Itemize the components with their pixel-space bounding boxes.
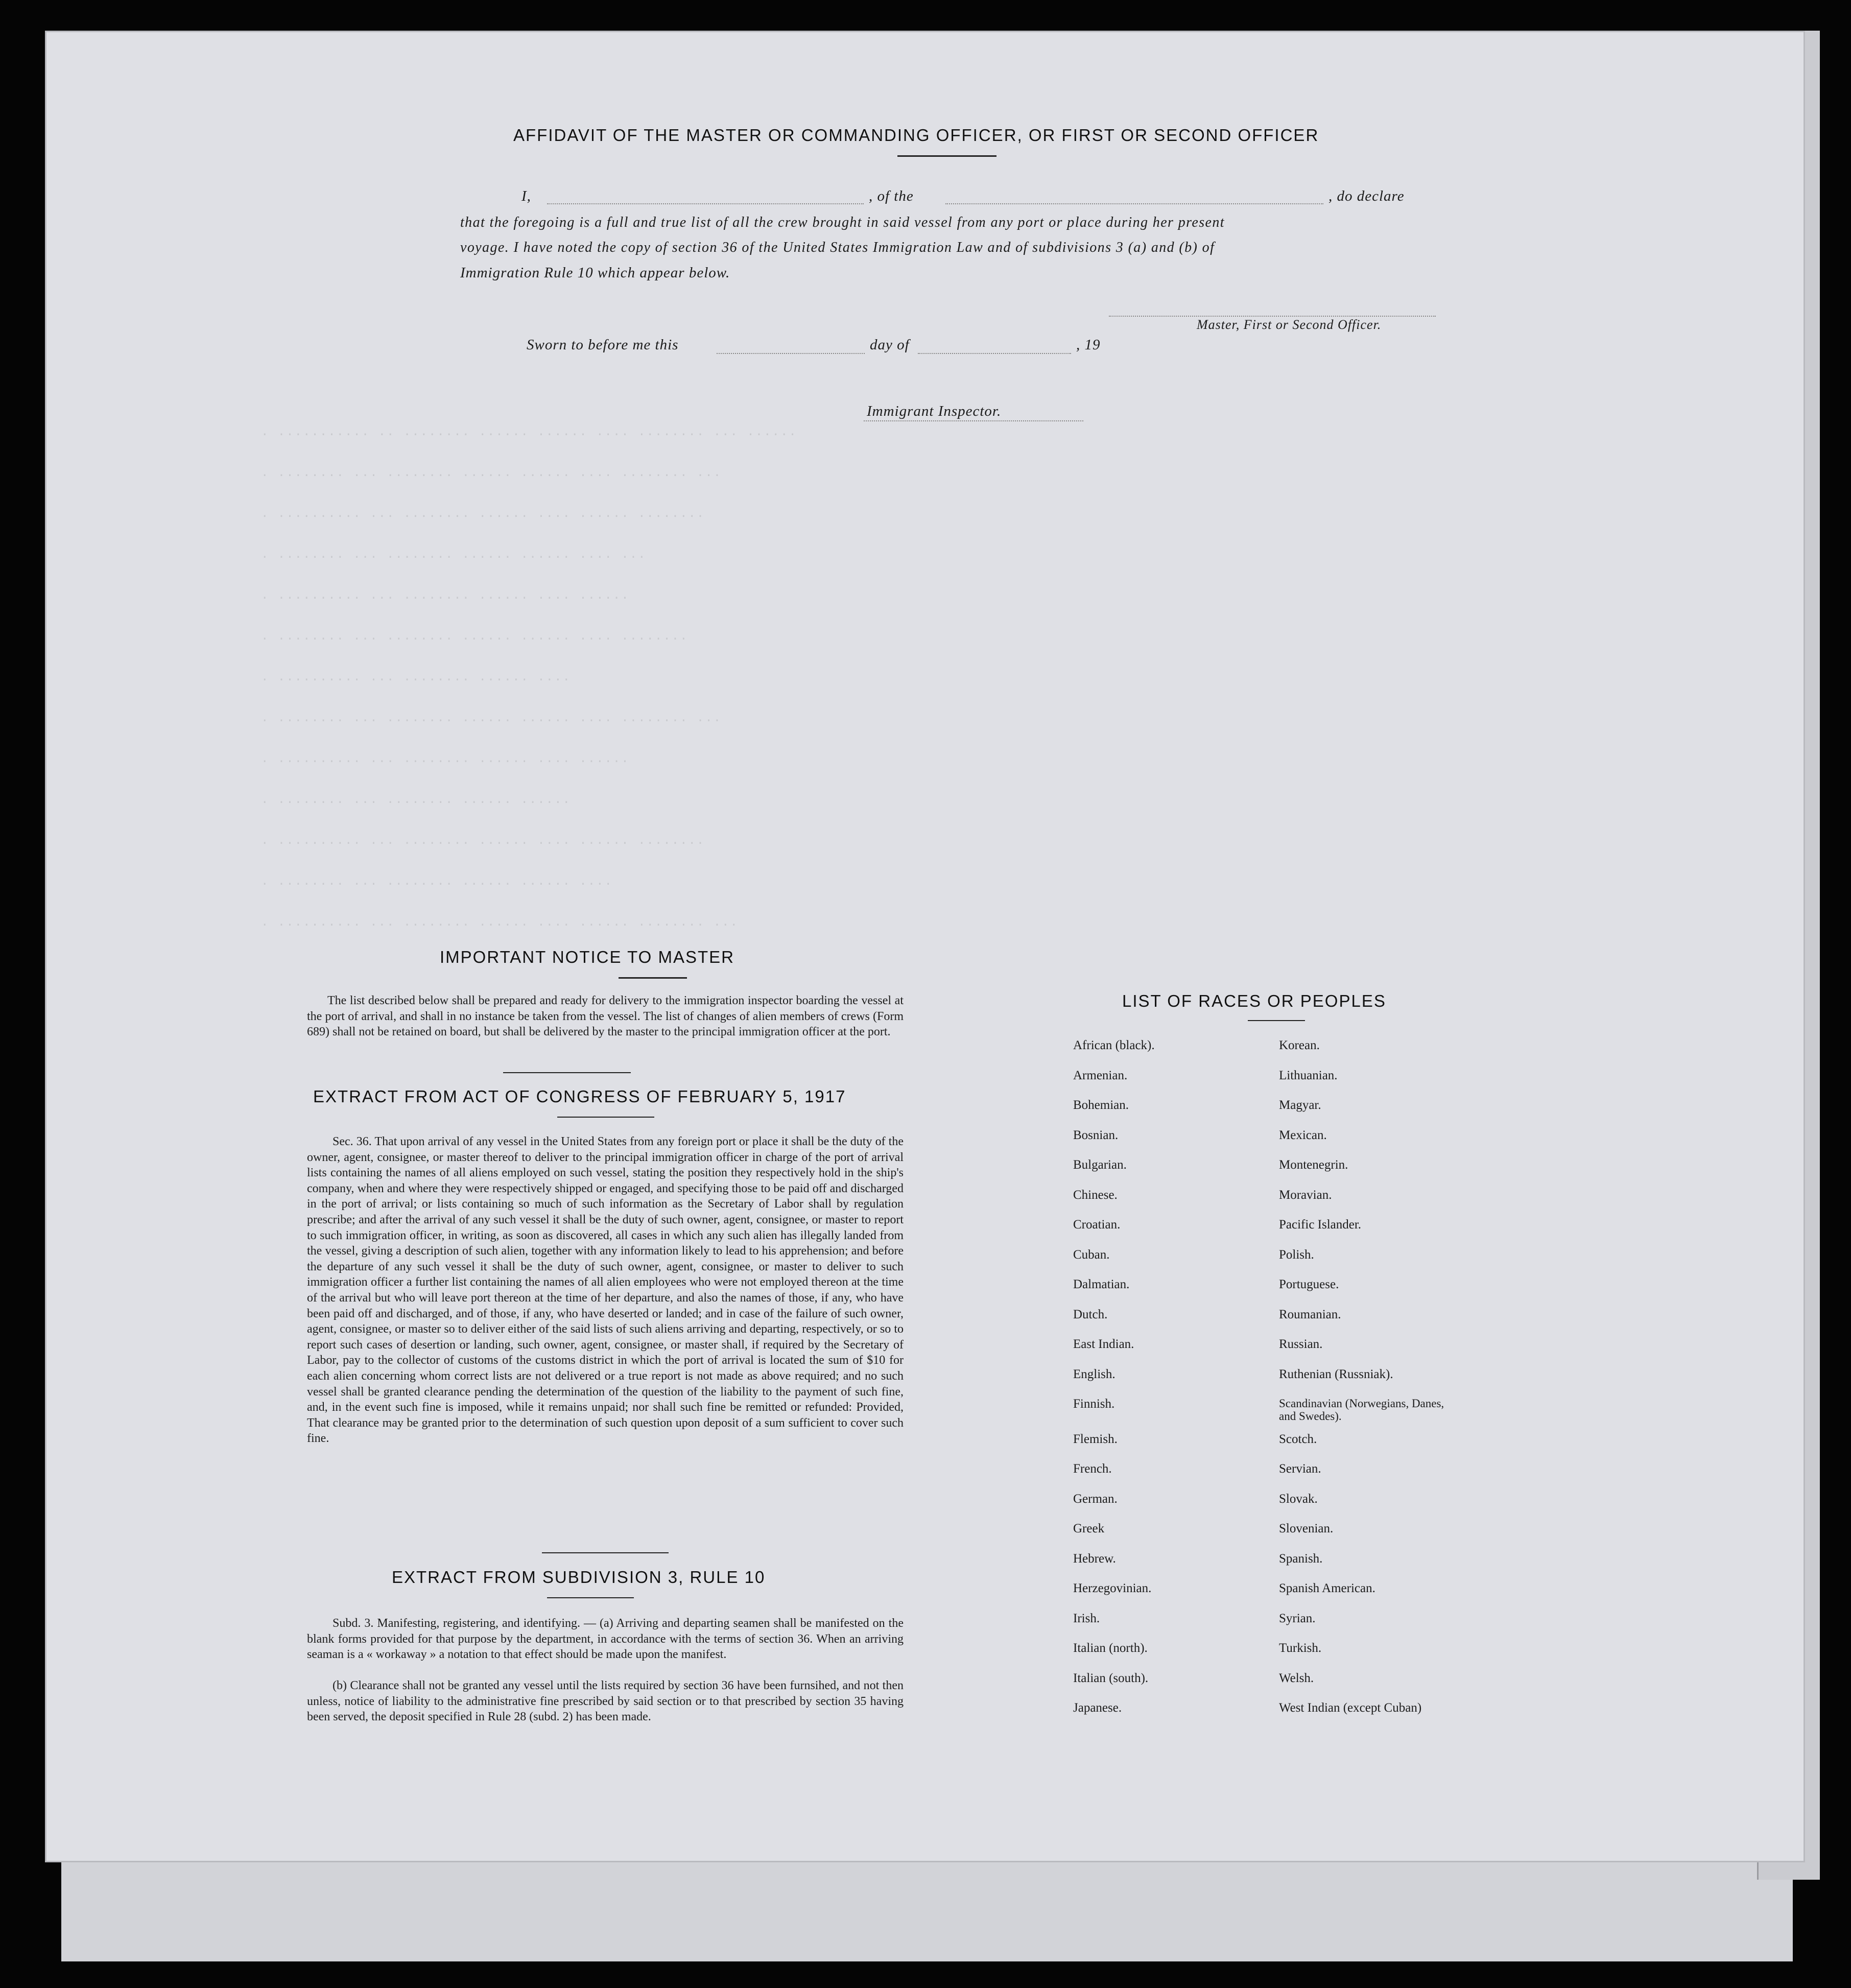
race-item: Bosnian. — [1073, 1128, 1119, 1142]
race-item: Scotch. — [1279, 1432, 1317, 1446]
act-title: EXTRACT FROM ACT OF CONGRESS OF FEBRUARY 5, 1917 — [313, 1087, 846, 1106]
race-item: Croatian. — [1073, 1218, 1121, 1232]
affidavit-line-2: that the foregoing is a full and true list of all the crew brought in said vessel from any port or place during her present — [460, 215, 1225, 230]
races-title: LIST OF RACES OR PEOPLES — [1122, 991, 1386, 1010]
day-of-text: day of — [870, 337, 910, 353]
signature-blank[interactable] — [1109, 316, 1436, 317]
name-blank[interactable] — [547, 203, 864, 204]
section-divider — [542, 1552, 669, 1553]
race-item: Italian (south). — [1073, 1671, 1149, 1685]
race-item: Dalmatian. — [1073, 1277, 1130, 1291]
affidavit-declare: , do declare — [1328, 188, 1405, 204]
race-item: Korean. — [1279, 1038, 1320, 1052]
rule-title: EXTRACT FROM SUBDIVISION 3, RULE 10 — [392, 1568, 766, 1587]
month-blank[interactable] — [918, 353, 1071, 354]
notice-title: IMPORTANT NOTICE TO MASTER — [440, 948, 735, 966]
race-item: Slovak. — [1279, 1492, 1318, 1506]
affidavit-title: AFFIDAVIT OF THE MASTER OR COMMANDING OFFICER, OR FIRST OR SECOND OFFICER — [513, 126, 1319, 145]
act-rule — [557, 1117, 654, 1118]
race-item: Pacific Islander. — [1279, 1218, 1362, 1232]
race-item: Magyar. — [1279, 1098, 1321, 1112]
officer-signature-label: Master, First or Second Officer. — [1197, 317, 1382, 332]
year-prefix: , 19 — [1076, 337, 1101, 353]
inspector-label: Immigrant Inspector. — [867, 403, 1002, 419]
race-item: Mexican. — [1279, 1128, 1327, 1142]
section-divider — [503, 1072, 631, 1073]
race-item: West Indian (except Cuban) — [1279, 1701, 1422, 1715]
inspector-blank[interactable] — [864, 420, 1083, 421]
affidavit-line-1 — [521, 188, 1482, 208]
race-item: Greek — [1073, 1522, 1105, 1535]
race-item: Irish. — [1073, 1611, 1100, 1625]
race-item: Flemish. — [1073, 1432, 1118, 1446]
race-item: Finnish. — [1073, 1397, 1115, 1411]
race-item: Herzegovinian. — [1073, 1581, 1152, 1595]
race-item: Polish. — [1279, 1247, 1314, 1262]
race-item: Spanish. — [1279, 1551, 1323, 1566]
affidavit-i: I, — [521, 188, 531, 204]
race-item: Chinese. — [1073, 1188, 1118, 1202]
race-item: Scandinavian (Norwegians, Danes, and Swedes). — [1279, 1397, 1444, 1423]
bleed-through: . .......... ... ........ ...... .... ...... — [261, 752, 630, 766]
affidavit-line-4: Immigration Rule 10 which appear below. — [460, 265, 730, 281]
rule-rule — [547, 1597, 634, 1598]
race-item: Welsh. — [1279, 1671, 1314, 1685]
bleed-through: . ........ ... ........ ...... ...... .... — [261, 875, 613, 889]
bleed-through: . .......... ... ........ ...... .... — [261, 671, 571, 684]
race-item: Portuguese. — [1279, 1277, 1339, 1291]
race-item: Russian. — [1279, 1337, 1323, 1351]
bleed-through: . ........ ... ........ ...... ...... .... ........ ... — [261, 712, 722, 725]
title-rule — [897, 155, 996, 157]
race-item: Lithuanian. — [1279, 1068, 1338, 1082]
race-item: English. — [1073, 1367, 1116, 1381]
bleed-through: . ........ ... ........ ...... ...... .... ........ — [261, 630, 689, 644]
bleed-through: . ........ ... ........ ...... ...... — [261, 793, 571, 807]
race-item: Turkish. — [1279, 1641, 1322, 1655]
races-rule — [1248, 1020, 1305, 1021]
race-item: Syrian. — [1279, 1611, 1316, 1625]
bleed-through: . ........ ... ........ ...... ...... .... ... — [261, 548, 647, 562]
bleed-through: . .......... ... ........ ...... .... ...... — [261, 589, 630, 603]
race-item: Hebrew. — [1073, 1551, 1116, 1566]
vessel-blank[interactable] — [945, 203, 1323, 204]
race-item: Bulgarian. — [1073, 1158, 1127, 1172]
bleed-through: . ........ ... ........ ...... ...... .... ........ ... — [261, 466, 722, 480]
act-text: Sec. 36. That upon arrival of any vessel in the United States from any foreign port or place it shall be the duty of the owner, agent, consignee, or master thereof to deliver to the principal immigration officer in charge of the port of arrival lists containing the names of all aliens employed on such vessel, stating the position they respectively hold in the ship's company, when and where they were respectively shipped or engaged, and specifying those to be paid off and discharged in the port of arrival; or lists containing so much of such information as the Secretary of Labor shall by regulation prescribe; and after the arrival of any such vessel it shall be the duty of such owner, agent, consignee, or master to report to such immigration officer, in writing, as soon as discovered, all cases in which any such alien has illegally landed from the vessel, giving a description of such alien, together with any information likely to lead to his apprehension; and before the departure of any such vessel it shall be the duty of such owner, agent, consignee, or master to deliver to such immigration officer a further list containing the names of all alien employees who were not employed thereon at the time of the arrival but who will leave port thereon at the time of her departure, and also the names of those, if any, who have been paid off and discharged, and of those, if any, who have deserted or landed; and in case of the failure of such owner, agent, consignee, or master so to deliver either of the said lists of such aliens arriving and departing, respectively, or so to report such cases of desertion or landing, such owner, agent, consignee, or master shall, if required by the Secretary of Labor, pay to the collector of customs of the customs district in which the port of arrival is located the sum of $10 for each alien concerning whom correct lists are not delivered or a true report is not made as above required; and no such vessel shall be granted clearance pending the determination of the question of the liability to the payment of such fine, and, in the event such fine is imposed, while it remains unpaid; nor shall such fine be remitted or refunded: Provided, That clearance may be granted prior to the determination of such question upon deposit of a sum sufficient to cover such fine. — [307, 1135, 904, 1446]
affidavit-of-the: , of the — [869, 188, 914, 204]
race-item: Slovenian. — [1279, 1522, 1334, 1535]
race-item: Moravian. — [1279, 1188, 1332, 1202]
notice-text: The list described below shall be prepared and ready for delivery to the immigration inspector boarding the vessel at the port of arrival, and shall in no instance be taken from the vessel. The list of changes of alien members of crews (Form 689) shall not be retained on board, but shall be delivered by the master to the principal immigration officer at the port. — [307, 994, 904, 1039]
notice-rule — [619, 977, 687, 979]
race-item: Armenian. — [1073, 1068, 1128, 1082]
bleed-through: . ........... .. ........ ...... ...... .... ........ ... ...... — [261, 425, 797, 439]
race-item: Montenegrin. — [1279, 1158, 1348, 1172]
sworn-text: Sworn to before me this — [527, 337, 679, 353]
race-item: Bohemian. — [1073, 1098, 1129, 1112]
bleed-through: . .......... ... ........ ...... .... ...... ........ ... — [261, 916, 739, 930]
document-page — [45, 31, 1805, 1862]
day-blank[interactable] — [717, 353, 865, 354]
race-item: Ruthenian (Russniak). — [1279, 1367, 1393, 1381]
race-item: Cuban. — [1073, 1247, 1110, 1262]
bleed-through: . .......... ... ........ ...... .... ...... ........ — [261, 507, 705, 521]
affidavit-line-3: voyage. I have noted the copy of section 36 of the United States Immigration Law and of subdivisions 3 (a) and (b) of — [460, 240, 1215, 255]
race-item: Dutch. — [1073, 1307, 1108, 1321]
rule-text-a: Subd. 3. Manifesting, registering, and identifying. — (a) Arriving and departing seamen shall be manifested on the blank forms provided for that purpose by the department, in accordance with the terms of section 36. When an arriving seaman is a « workaway » a notation to that effect should be made upon the manifest. — [307, 1617, 904, 1662]
race-item: Servian. — [1279, 1462, 1321, 1476]
race-item: German. — [1073, 1492, 1118, 1506]
race-item: Italian (north). — [1073, 1641, 1148, 1655]
race-item: French. — [1073, 1462, 1112, 1476]
race-item: Spanish American. — [1279, 1581, 1375, 1595]
bleed-through: . .......... ... ........ ...... .... ...... ........ — [261, 834, 705, 848]
race-item: Japanese. — [1073, 1701, 1122, 1715]
race-item: African (black). — [1073, 1038, 1155, 1052]
race-item: Roumanian. — [1279, 1307, 1341, 1321]
rule-text-b: (b) Clearance shall not be granted any vessel until the lists required by section 36 have been furnsihed, and not then unless, notice of liability to the administrative fine prescribed by said section or to that prescribed by section 35 having been served, the deposit specified in Rule 28 (subd. 2) has been made. — [307, 1679, 904, 1724]
race-item: East Indian. — [1073, 1337, 1134, 1351]
